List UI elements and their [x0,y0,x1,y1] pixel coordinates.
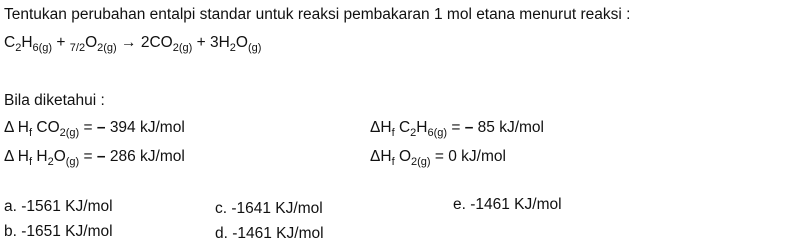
reactant-ethane: $C_2H_{6(g)}$ [4,34,53,54]
option-b[interactable]: b. -1651 KJ/mol [4,223,113,240]
enthalpy-ethane: $\Delta H_f$ $C_2H_{6(g)}$ = – 85 kJ/mol [370,119,544,139]
product-water: $3H_2O_{(g)}$ [209,34,262,54]
plus-sign: + [196,34,206,51]
question-prompt: Tentukan perubahan entalpi standar untuk reaksi pembakaran 1 mol etana menurut reaksi : [4,6,631,23]
given-label: Bila diketahui : [4,92,105,109]
option-e[interactable]: e. -1461 KJ/mol [453,196,562,213]
enthalpy-oxygen: $\Delta H_f$ $O_{2(g)} = 0$ kJ/mol [370,148,506,168]
reactant-oxygen: $_{7/2}O_{2(g)}$ [69,34,117,54]
plus-sign: + [56,34,66,51]
enthalpy-co2: Δ $H_f$ $CO_{2(g)}$ = – 394 kJ/mol [4,119,185,139]
enthalpy-water: Δ $H_f$ $H_2O_{(g)}$ = – 286 kJ/mol [4,148,185,168]
product-co2: $2CO_{2(g)}$ [140,34,193,54]
option-c[interactable]: c. -1641 KJ/mol [215,200,323,217]
option-a[interactable]: a. -1561 KJ/mol [4,198,113,215]
option-d[interactable]: d. -1461 KJ/mol [215,225,324,242]
reaction-arrow: → [121,34,137,51]
reaction-equation [4,33,261,58]
